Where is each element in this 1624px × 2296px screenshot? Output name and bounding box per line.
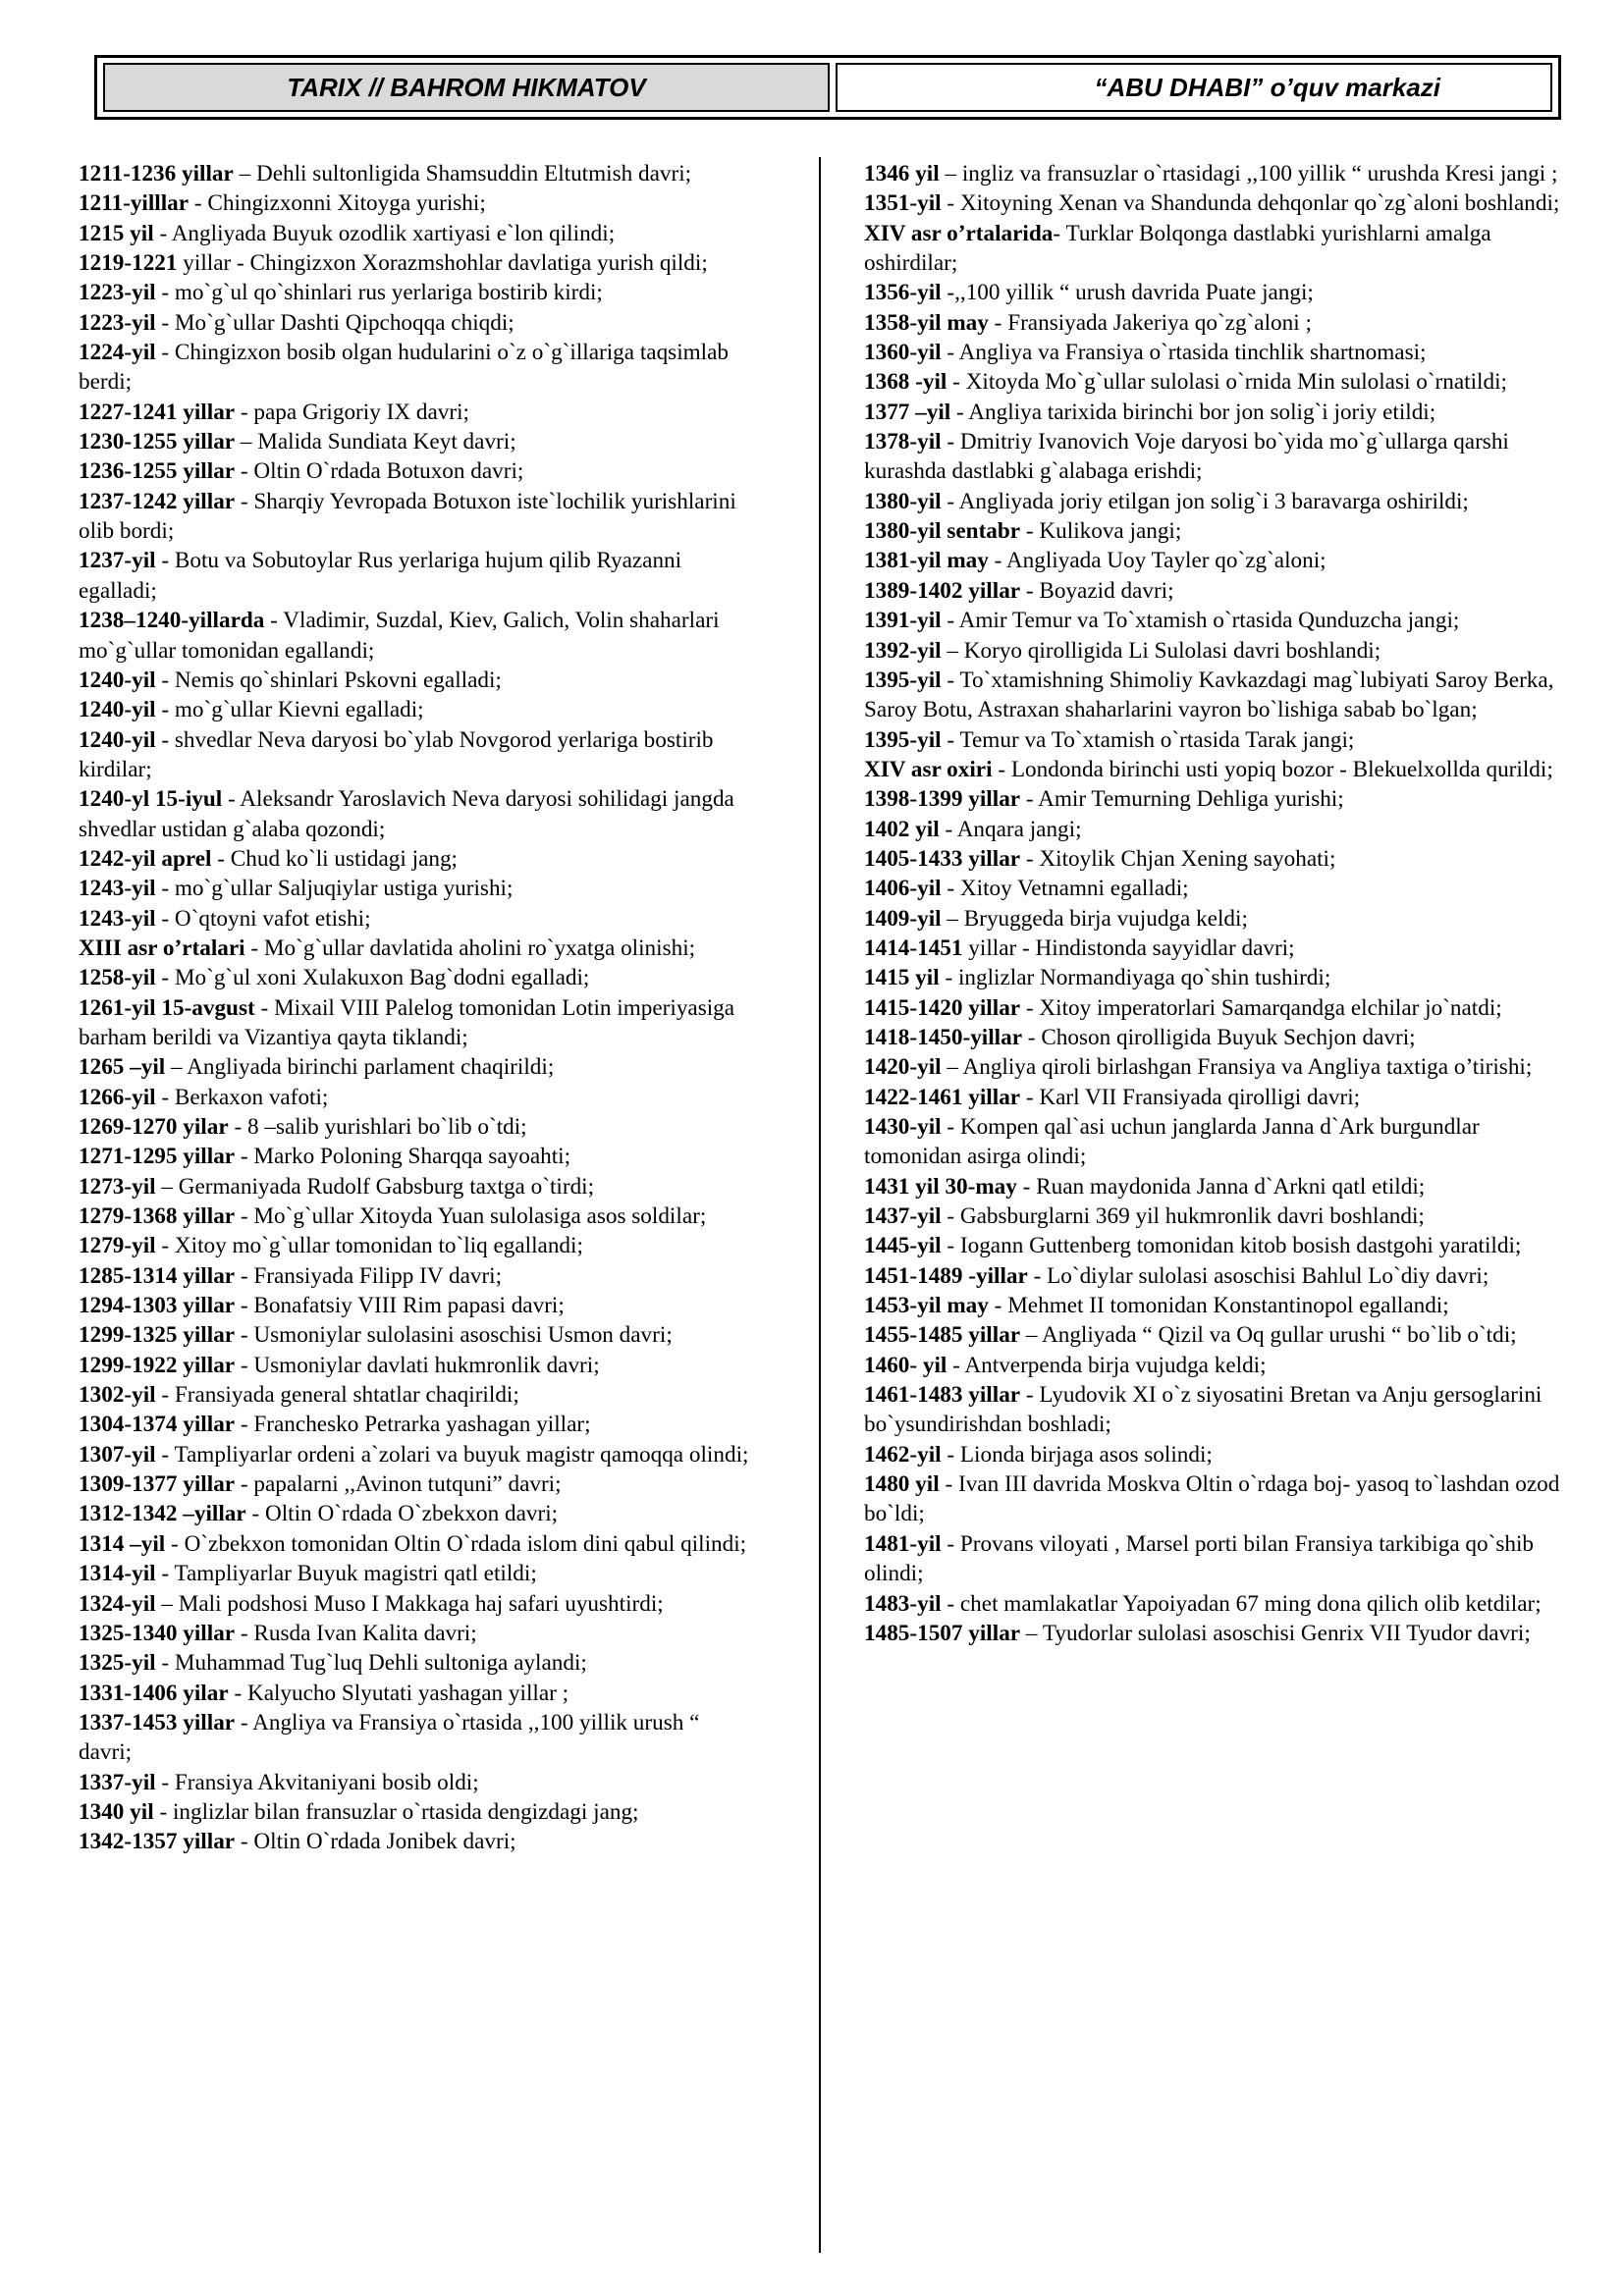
entry-text: - Kalyucho Slyutati yashagan yillar ; [228, 1680, 569, 1706]
timeline-entry [864, 546, 1561, 575]
timeline-entry [79, 1827, 758, 1856]
entry-text: - Oltin O`rdada O`zbekxon davri; [245, 1501, 559, 1527]
entry-date: 1302-yil [79, 1382, 156, 1409]
entry-text: - Angliyada joriy etilgan jon solig`i 3 baravarga oshirildi; [941, 488, 1469, 514]
entry-text: - Fransiyada Filipp IV davri; [235, 1262, 503, 1289]
timeline-entry [864, 844, 1561, 874]
timeline-entry [864, 1201, 1561, 1231]
entry-text: - O`qtoyni vafot etishi; [155, 905, 371, 932]
entry-text: - Oltin O`rdada Jonibek davri; [235, 1829, 516, 1855]
entry-date: 1325-1340 yillar [79, 1620, 236, 1646]
entry-text: - mo`g`ullar Saljuqiylar ustiga yurishi; [155, 876, 514, 902]
timeline-entry [864, 308, 1561, 338]
entry-date: 1480 yil [864, 1471, 940, 1498]
entry-date: 1455-1485 yillar [864, 1322, 1021, 1349]
timeline-entry [864, 188, 1561, 218]
header-subject-box [103, 63, 830, 112]
entry-date: 1462-yil [864, 1441, 942, 1468]
entry-text: - Usmoniylar sulolasini asoschisi Usmon davri; [235, 1322, 673, 1349]
entry-date: 1258-yil [79, 965, 156, 991]
entry-date: 1418-1450-yillar [864, 1024, 1022, 1050]
timeline-entry [79, 1648, 758, 1678]
entry-text: yillar - Chingizxon Xorazmshohlar davlatiga yurish qildi; [177, 250, 708, 277]
timeline-entry [864, 934, 1561, 963]
timeline-entry [79, 456, 758, 486]
entry-date: 1380-yil [864, 488, 942, 514]
timeline-entry [79, 278, 758, 307]
entry-date: 1223-yil [79, 280, 156, 306]
entry-date: 1243-yil [79, 876, 156, 902]
entry-date: 1391-yil [864, 608, 942, 634]
entry-date: 1409-yil [864, 905, 942, 932]
entry-text: - Choson qirolligida Buyuk Sechjon davri; [1022, 1024, 1416, 1050]
timeline-entry [79, 934, 758, 963]
timeline-entry [864, 815, 1561, 844]
entry-date: 1285-1314 yillar [79, 1262, 236, 1289]
entry-date: 1420-yil [864, 1054, 942, 1081]
entry-text: - Oltin O`rdada Botuxon davri; [235, 458, 524, 485]
entry-text: - chet mamlakatlar Yapoiyadan 67 ming dona qilich olib ketdilar; [941, 1590, 1542, 1617]
timeline-entry [79, 1231, 758, 1260]
entry-date: 1431 yil 30-may [864, 1173, 1017, 1200]
entry-text: - Nemis qo`shinlari Pskovni egalladi; [155, 667, 502, 693]
entry-text: - Fransiyada general shtatlar chaqirildi; [155, 1382, 519, 1409]
timeline-entry [864, 1052, 1561, 1082]
timeline-entry [864, 755, 1561, 784]
left-column [79, 159, 758, 1857]
entry-date: 1377 –yil [864, 399, 951, 425]
entry-text: - Vladimir, Suzdal, Kiev, Galich, Volin shaharlari mo`g`ullar tomonidan egallandi; [79, 608, 720, 664]
entry-date: 1481-yil [864, 1530, 942, 1557]
entry-date: 1227-1241 yillar [79, 399, 236, 425]
entry-text: - Muhammad Tug`luq Dehli sultoniga aylandi; [155, 1650, 587, 1677]
entry-text: - Sharqiy Yevropada Botuxon iste`lochilik yurishlarini olib bordi; [79, 488, 736, 545]
timeline-entry [864, 1083, 1561, 1112]
entry-date: 1238–1240-yillarda [79, 608, 265, 634]
timeline-entry [864, 1261, 1561, 1291]
entry-text: - Ivan III davrida Moskva Oltin o`rdaga boj- yasoq to`lashdan ozod bo`ldi; [864, 1471, 1560, 1527]
entry-date: 1294-1303 yillar [79, 1293, 236, 1319]
timeline-entry [79, 1320, 758, 1350]
entry-date: 1331-1406 yilar [79, 1680, 229, 1706]
entry-text: - inglizlar bilan fransuzlar o`rtasida dengizdagi jang; [153, 1798, 639, 1825]
entry-text: yillar - Hindistonda sayyidlar davri; [962, 934, 1295, 961]
entry-text: – Bryuggeda birja vujudga keldi; [941, 905, 1248, 932]
entry-date: 1422-1461 yillar [864, 1084, 1021, 1110]
timeline-entry [864, 636, 1561, 666]
timeline-entry [79, 1708, 758, 1768]
timeline-entry [79, 1559, 758, 1588]
entry-date: 1269-1270 yilar [79, 1114, 229, 1140]
timeline-entry [864, 219, 1561, 279]
entry-date: 1325-yil [79, 1650, 156, 1677]
entry-date: 1240-yil [79, 697, 156, 723]
entry-text: – Dehli sultonligida Shamsuddin Eltutmish davri; [233, 161, 692, 187]
entry-date: 1211-1236 yillar [79, 161, 234, 187]
entry-date: 1340 yil [79, 1798, 154, 1825]
timeline-entry [864, 278, 1561, 307]
timeline-entry [79, 1440, 758, 1469]
entry-date: 1451-1489 -yillar [864, 1262, 1028, 1289]
entry-date: XIV asr o’rtalarida [864, 220, 1054, 246]
timeline-entry [864, 725, 1561, 755]
entry-text: - Lo`diylar sulolasi asoschisi Bahlul Lo`diy davri; [1027, 1262, 1489, 1289]
timeline-entry [79, 1142, 758, 1171]
entry-date: 1240-yl 15-iyul [79, 786, 223, 813]
timeline-entry [79, 666, 758, 695]
entry-text: - Xitoy imperatorlari Samarqandga elchilar jo`natdi; [1020, 994, 1502, 1021]
entry-date: 1342-1357 yillar [79, 1829, 236, 1855]
entry-text: - Dmitriy Ivanovich Voje daryosi bo`yida mo`g`ullarga qarshi kurashda dastlabki g`alabaga erishdi; [864, 429, 1509, 485]
timeline-entry [79, 1529, 758, 1559]
entry-date: 1415 yil [864, 965, 940, 991]
timeline-entry [79, 1499, 758, 1528]
entry-text: - Anqara jangi; [939, 816, 1082, 842]
entry-date: 1309-1377 yillar [79, 1471, 236, 1498]
entry-text: - Xitoyning Xenan va Shandunda dehqonlar qo`zg`aloni boshlandi; [941, 190, 1560, 217]
entry-date: 1337-1453 yillar [79, 1709, 236, 1735]
header-subject-title: TARIX // BAHROM HIKMATOV [287, 72, 646, 102]
entry-date: 1368 -yil [864, 369, 947, 396]
timeline-entry [79, 606, 758, 666]
entry-text: – Angliyada “ Qizil va Oq gullar urushi “ bo`lib o`tdi; [1020, 1322, 1517, 1349]
entry-text: - Lyudovik XI o`z siyosatini Bretan va Anju gersoglarini bo`ysundirishdan boshladi; [864, 1382, 1543, 1438]
timeline-entry [864, 159, 1561, 188]
entry-text: - Turklar Bolqonga dastlabki yurishlarni amalga oshirdilar; [864, 220, 1491, 277]
entry-text: - Provans viloyati , Marsel porti bilan Fransiya tarkibiga qo`shib olindi; [864, 1530, 1534, 1587]
entry-text: - Mo`g`ullar Xitoyda Yuan sulolasiga asos soldilar; [235, 1203, 707, 1230]
entry-text: - Mo`g`ullar davlatida aholini ro`yxatga olinishi; [244, 934, 696, 961]
page-header [94, 55, 1561, 120]
entry-date: 1381-yil may [864, 548, 989, 574]
entry-text: - Amir Temurning Dehliga yurishi; [1020, 786, 1344, 813]
entry-date: 1237-1242 yillar [79, 488, 236, 514]
entry-text: – Malida Sundiata Keyt davri; [235, 429, 516, 455]
timeline-entry [79, 1619, 758, 1648]
entry-date: 1485-1507 yillar [864, 1620, 1021, 1646]
timeline-entry [864, 1172, 1561, 1201]
entry-text: - Londonda birinchi usti yopiq bozor - Blekuelxollda qurildi; [992, 756, 1553, 782]
timeline-entry [79, 1172, 758, 1201]
timeline-entry [79, 1291, 758, 1320]
entry-text: - papa Grigoriy IX davri; [235, 399, 469, 425]
entry-date: 1358-yil may [864, 309, 989, 336]
entry-text: - Tampliyarlar Buyuk magistri qatl etildi; [155, 1561, 537, 1587]
entry-date: 1279-yil [79, 1233, 156, 1259]
entry-text: - Karl VII Fransiyada qirolligi davri; [1020, 1084, 1361, 1110]
entry-date: 1219-1221 [79, 250, 178, 277]
entry-date: 1312-1342 –yillar [79, 1501, 246, 1527]
entry-date: 1215 yil [79, 220, 154, 246]
column-divider [819, 157, 821, 2253]
entry-text: - Mo`g`ullar Dashti Qipchoqqa chiqdi; [155, 309, 514, 336]
timeline-entry [79, 159, 758, 188]
entry-date: 1380-yil sentabr [864, 518, 1021, 545]
entry-text: - Mixail VIII Palelog tomonidan Lotin imperiyasiga barham berildi va Vizantiya qayta tiklandi; [79, 994, 735, 1050]
timeline-entry [79, 1410, 758, 1439]
entry-text: - Kulikova jangi; [1020, 518, 1182, 545]
entry-text: – Angliya qiroli birlashgan Fransiya va Angliya taxtiga o’tirishi; [941, 1054, 1533, 1081]
entry-text: - Chingizxonni Xitoyga yurishi; [189, 190, 486, 217]
entry-text: - Gabsburglarni 369 yil hukmronlik davri boshlandi; [941, 1203, 1425, 1230]
entry-date: 1224-yil [79, 340, 156, 366]
entry-text: - Boyazid davri; [1020, 577, 1174, 604]
timeline-entry [79, 1380, 758, 1410]
entry-text: - Lionda birjaga asos solindi; [941, 1441, 1213, 1468]
entry-date: 1304-1374 yillar [79, 1412, 236, 1438]
entry-date: 1405-1433 yillar [864, 845, 1021, 872]
timeline-entry [79, 1201, 758, 1231]
timeline-entry [79, 874, 758, 903]
entry-date: 1314-yil [79, 1561, 156, 1587]
timeline-entry [864, 338, 1561, 367]
entry-date: 1483-yil [864, 1590, 942, 1617]
timeline-entry [79, 725, 758, 785]
timeline-entry [79, 398, 758, 427]
timeline-entry [864, 398, 1561, 427]
timeline-entry [864, 1589, 1561, 1619]
timeline-entry [864, 1619, 1561, 1648]
entry-text: - Angliya va Fransiya o`rtasida ,,100 yillik urush “ davri; [79, 1709, 700, 1766]
entry-text: – Angliyada birinchi parlament chaqirildi; [165, 1054, 555, 1081]
entry-date: 1461-1483 yillar [864, 1382, 1021, 1409]
timeline-entry [864, 427, 1561, 487]
entry-date: 1211-yilllar [79, 190, 189, 217]
entry-date: 1437-yil [864, 1203, 942, 1230]
entry-date: 1460- yil [864, 1352, 947, 1378]
timeline-entry [864, 1440, 1561, 1469]
entry-date: 1223-yil [79, 309, 156, 336]
entry-text: - Iogann Guttenberg tomonidan kitob bosish dastgohi yaratildi; [941, 1233, 1522, 1259]
timeline-entry [79, 1112, 758, 1142]
entry-text: - To`xtamishning Shimoliy Kavkazdagi mag`lubiyati Saroy Berka, Saroy Botu, Astraxan shaharlarini vayron bo`lishiga sabab bo`lgan; [864, 667, 1554, 723]
entry-date: 1453-yil may [864, 1293, 989, 1319]
timeline-entry [79, 308, 758, 338]
header-center-title: “ABU DHABI” o’quv markazi [1094, 72, 1440, 102]
timeline-entry [864, 367, 1561, 397]
entry-text: - Xitoylik Chjan Xening sayohati; [1020, 845, 1336, 872]
entry-date: 1314 –yil [79, 1530, 166, 1557]
timeline-entry [79, 1261, 758, 1291]
timeline-entry [79, 1469, 758, 1499]
entry-text: - Chingizxon bosib olgan hudularini o`z o`g`illariga taqsimlab berdi; [79, 340, 730, 396]
entry-date: 1240-yil [79, 667, 156, 693]
entry-date: 1395-yil [864, 667, 942, 693]
timeline-entry [79, 546, 758, 606]
entry-date: 1265 –yil [79, 1054, 166, 1081]
entry-date: 1240-yil [79, 726, 156, 753]
timeline-entry [79, 1351, 758, 1380]
entry-date: 1299-1922 yillar [79, 1352, 236, 1378]
entry-date: 1415-1420 yillar [864, 994, 1021, 1021]
entry-text: - Angliya va Fransiya o`rtasida tinchlik shartnomasi; [941, 340, 1427, 366]
entry-text: - Kompen qal`asi uchun janglarda Janna d`Ark burgundlar tomonidan asirga olindi; [864, 1114, 1480, 1170]
entry-text: - Berkaxon vafoti; [155, 1084, 329, 1110]
timeline-entry [79, 1797, 758, 1827]
timeline-entry [79, 338, 758, 398]
entry-text: - Rusda Ivan Kalita davri; [235, 1620, 477, 1646]
timeline-entry [864, 1112, 1561, 1172]
entry-text: – Germaniyada Rudolf Gabsburg taxtga o`tirdi; [155, 1173, 595, 1200]
entry-date: 1307-yil [79, 1441, 156, 1468]
timeline-entry [79, 844, 758, 874]
entry-text: - inglizlar Normandiyaga qo`shin tushirdi; [939, 965, 1331, 991]
timeline-entry [864, 1380, 1561, 1440]
entry-date: 1392-yil [864, 637, 942, 664]
entry-text: - Antverpenda birja vujudga keldi; [947, 1352, 1267, 1378]
timeline-entry [864, 1529, 1561, 1589]
timeline-entry [864, 993, 1561, 1023]
timeline-entry [864, 666, 1561, 725]
header-center-box [836, 63, 1552, 112]
timeline-entry [864, 1320, 1561, 1350]
entry-text: - Ruan maydonida Janna d`Arkni qatl etildi; [1016, 1173, 1426, 1200]
entry-text: - Marko Poloning Sharqqa sayoahti; [235, 1144, 571, 1170]
entry-text: -,,100 yillik “ urush davrida Puate jangi; [941, 280, 1314, 306]
timeline-entry [79, 1052, 758, 1082]
timeline-entry [864, 1023, 1561, 1052]
entry-text: - Usmoniylar davlati hukmronlik davri; [235, 1352, 600, 1378]
entry-text: - Temur va To`xtamish o`rtasida Tarak jangi; [941, 726, 1355, 753]
timeline-entry [79, 487, 758, 547]
timeline-entry [79, 219, 758, 248]
entry-date: 1356-yil [864, 280, 942, 306]
entry-date: 1378-yil [864, 429, 942, 455]
entry-date: 1261-yil 15-avgust [79, 994, 255, 1021]
entry-date: XIV asr oxiri [864, 756, 993, 782]
entry-date: 1430-yil [864, 1114, 942, 1140]
entry-text: - shvedlar Neva daryosi bo`ylab Novgorod yerlariga bostirib kirdilar; [79, 726, 714, 782]
timeline-entry [864, 1469, 1561, 1529]
entry-date: 1279-1368 yillar [79, 1203, 236, 1230]
entry-text: – ingliz va fransuzlar o`rtasidagi ,,100 yillik “ urushda Kresi jangi ; [939, 161, 1558, 187]
entry-date: 1445-yil [864, 1233, 942, 1259]
timeline-entry [79, 1679, 758, 1708]
entry-date: 1360-yil [864, 340, 942, 366]
entry-text: - Angliyada Buyuk ozodlik xartiyasi e`lon qilindi; [153, 220, 616, 246]
timeline-entry [864, 874, 1561, 903]
entry-text: - Chud ko`li ustidagi jang; [211, 845, 459, 872]
timeline-entry [864, 784, 1561, 814]
entry-text: - Fransiyada Jakeriya qo`zg`aloni ; [988, 309, 1312, 336]
entry-text: - Botu va Sobutoylar Rus yerlariga hujum qilib Ryazanni egalladi; [79, 548, 682, 604]
timeline-entry [864, 963, 1561, 992]
entry-date: 1273-yil [79, 1173, 156, 1200]
entry-text: - Xitoy Vetnamni egalladi; [941, 876, 1189, 902]
entry-text: - mo`g`ul qo`shinlari rus yerlariga bostirib kirdi; [155, 280, 603, 306]
entry-text: – Mali podshosi Muso I Makkaga haj safari uyushtirdi; [155, 1590, 664, 1617]
entry-date: 1236-1255 yillar [79, 458, 236, 485]
timeline-entry [79, 1768, 758, 1797]
timeline-entry [864, 1231, 1561, 1260]
entry-date: 1324-yil [79, 1590, 156, 1617]
timeline-entry [864, 904, 1561, 934]
right-column [864, 159, 1561, 1648]
entry-text: - Mo`g`ul xoni Xulakuxon Bag`dodni egalladi; [155, 965, 590, 991]
timeline-entry [79, 695, 758, 724]
entry-date: 1237-yil [79, 548, 156, 574]
entry-date: 1243-yil [79, 905, 156, 932]
timeline-entry [79, 248, 758, 278]
entry-text: - Aleksandr Yaroslavich Neva daryosi sohilidagi jangda shvedlar ustidan g`alaba qozondi; [79, 786, 734, 842]
entry-text: - Franchesko Petrarka yashagan yillar; [235, 1412, 591, 1438]
timeline-entry [79, 963, 758, 992]
entry-text: - O`zbekxon tomonidan Oltin O`rdada islom dini qabul qilindi; [165, 1530, 747, 1557]
entry-text: - Tampliyarlar ordeni a`zolari va buyuk magistr qamoqqa olindi; [155, 1441, 749, 1468]
entry-text: - Angliyada Uoy Tayler qo`zg`aloni; [988, 548, 1326, 574]
entry-date: 1346 yil [864, 161, 940, 187]
entry-text: - Xitoyda Mo`g`ullar sulolasi o`rnida Min sulolasi o`rnatildi; [947, 369, 1507, 396]
entry-date: 1337-yil [79, 1769, 156, 1795]
timeline-entry [864, 576, 1561, 606]
timeline-entry [864, 487, 1561, 516]
timeline-entry [79, 427, 758, 456]
entry-date: 1230-1255 yillar [79, 429, 236, 455]
entry-date: 1395-yil [864, 726, 942, 753]
timeline-entry [79, 1083, 758, 1112]
entry-text: - Angliya tarixida birinchi bor jon solig`i joriy etildi; [950, 399, 1436, 425]
entry-text: - papalarni ,,Avinon tutquni” davri; [235, 1471, 562, 1498]
timeline-entry [864, 516, 1561, 546]
entry-date: 1389-1402 yillar [864, 577, 1021, 604]
timeline-entry [79, 188, 758, 218]
entry-text: - Mehmet II tomonidan Konstantinopol egallandi; [988, 1293, 1449, 1319]
entry-text: - Fransiya Akvitaniyani bosib oldi; [155, 1769, 479, 1795]
entry-date: 1398-1399 yillar [864, 786, 1021, 813]
entry-text: - mo`g`ullar Kievni egalladi; [155, 697, 424, 723]
timeline-entry [864, 1291, 1561, 1320]
entry-text: - 8 –salib yurishlari bo`lib o`tdi; [228, 1114, 527, 1140]
timeline-entry [79, 993, 758, 1053]
entry-date: 1299-1325 yillar [79, 1322, 236, 1349]
entry-text: – Koryo qirolligida Li Sulolasi davri boshlandi; [941, 637, 1381, 664]
timeline-entry [79, 1589, 758, 1619]
entry-date: 1414-1451 [864, 934, 963, 961]
timeline-entry [79, 784, 758, 844]
entry-text: – Tyudorlar sulolasi asoschisi Genrix VII Tyudor davri; [1020, 1620, 1531, 1646]
entry-text: - Xitoy mo`g`ullar tomonidan to`liq egallandi; [155, 1233, 583, 1259]
timeline-entry [864, 606, 1561, 635]
entry-date: 1271-1295 yillar [79, 1144, 236, 1170]
entry-date: 1402 yil [864, 816, 940, 842]
entry-text: - Bonafatsiy VIII Rim papasi davri; [235, 1293, 565, 1319]
entry-date: 1266-yil [79, 1084, 156, 1110]
entry-date: XIII asr o’rtalari [79, 934, 245, 961]
timeline-entry [79, 904, 758, 934]
entry-date: 1406-yil [864, 876, 942, 902]
timeline-entry [864, 1351, 1561, 1380]
entry-date: 1242-yil aprel [79, 845, 212, 872]
entry-text: - Amir Temur va To`xtamish o`rtasida Qunduzcha jangi; [941, 608, 1460, 634]
entry-date: 1351-yil [864, 190, 942, 217]
